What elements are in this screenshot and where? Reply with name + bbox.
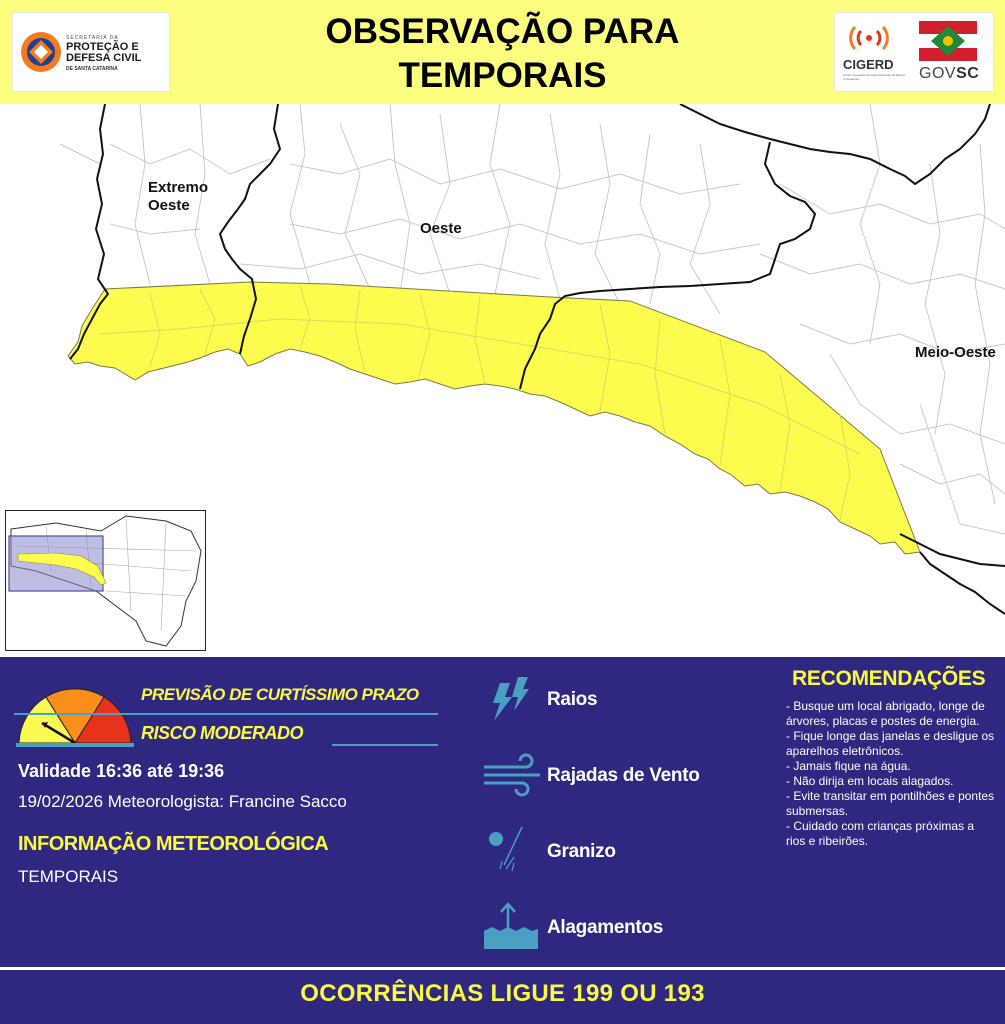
header: [0, 0, 1005, 104]
hazard-label: Rajadas de Vento: [547, 765, 700, 786]
forecast-type: PREVISÃO DE CURTÍSSIMO PRAZO: [141, 685, 419, 704]
recommendations-list: [786, 699, 996, 849]
recommendation-item: - Evite transitar em pontilhões e pontes submersas.: [786, 789, 995, 818]
footer-divider: [0, 967, 1005, 970]
title-line1: OBSERVAÇÃO PARA: [325, 12, 680, 51]
risk-gauge-icon: [14, 685, 136, 749]
logo-line1: SECRETARIA DA: [66, 35, 119, 41]
hazard-label: Alagamentos: [547, 917, 664, 938]
region-label-oeste: Oeste: [420, 220, 462, 237]
partner-logos: [834, 12, 994, 92]
hazard-granizo: [482, 821, 742, 881]
hazard-alagamentos: [482, 897, 742, 957]
risk-level: RISCO MODERADO: [141, 723, 304, 743]
santa-catarina-flag-icon: [919, 21, 977, 61]
emergency-footer: OCORRÊNCIAS LIGUE 199 OU 193: [300, 980, 705, 1007]
info-panel: [0, 657, 1005, 1024]
info-title: INFORMAÇÃO METEOROLÓGICA: [18, 833, 329, 855]
validity-time: Validade 16:36 até 19:36: [18, 761, 225, 781]
gov-suffix: SC: [956, 65, 980, 82]
logo-line4: DE SANTA CATARINA: [66, 66, 118, 72]
gov-prefix: GOV: [919, 65, 957, 82]
recommendation-item: - Fique longe das janelas e desligue os aparelhos eletrônicos.: [786, 729, 995, 758]
hazard-raios: [482, 669, 742, 729]
risk-divider: [332, 744, 438, 746]
alert-map: [0, 104, 1005, 657]
region-label-extremo-oeste: Extremo Oeste: [148, 179, 209, 214]
recommendation-item: - Jamais fique na água.: [786, 759, 911, 773]
hazard-label: Raios: [547, 689, 598, 710]
gov-sc-label: [919, 65, 979, 83]
lightning-icon: [482, 669, 544, 729]
cigerd-label: CIGERD: [843, 57, 894, 72]
hazard-label: Granizo: [547, 841, 616, 862]
logo-line3: DEFESA CIVIL: [66, 52, 142, 64]
region-label-meio-oeste: Meio-Oeste: [915, 344, 996, 361]
cigerd-subtitle: Centro Integrado de Gerenciamento de Riscos e Desastres: [843, 73, 906, 81]
date-meteorologist: 19/02/2026 Meteorologista: Francine Sacco: [18, 792, 347, 811]
defesa-civil-emblem-icon: [19, 30, 63, 74]
hazard-rajadas: [482, 745, 742, 805]
page-title: [220, 10, 785, 98]
title-line2: TEMPORAIS: [398, 56, 607, 95]
logo-line2: PROTEÇÃO E: [66, 41, 139, 53]
info-text: TEMPORAIS: [18, 867, 119, 886]
recommendation-item: - Busque um local abrigado, longe de árvores, placas e postes de energia.: [786, 699, 985, 728]
recommendation-item: - Cuidado com crianças próximas a rios e ribeirões.: [786, 819, 975, 848]
recommendations-title: RECOMENDAÇÕES: [792, 667, 986, 690]
wind-icon: [482, 745, 544, 805]
forecast-divider: [14, 713, 438, 715]
inset-locator-map: [5, 510, 206, 651]
defesa-civil-logo: [12, 12, 170, 92]
cigerd-signal-icon: [847, 21, 891, 55]
hail-icon: [482, 821, 544, 881]
recommendation-item: - Não dirija em locais alagados.: [786, 774, 954, 788]
flood-icon: [482, 897, 544, 957]
inset-canvas: [6, 511, 204, 649]
